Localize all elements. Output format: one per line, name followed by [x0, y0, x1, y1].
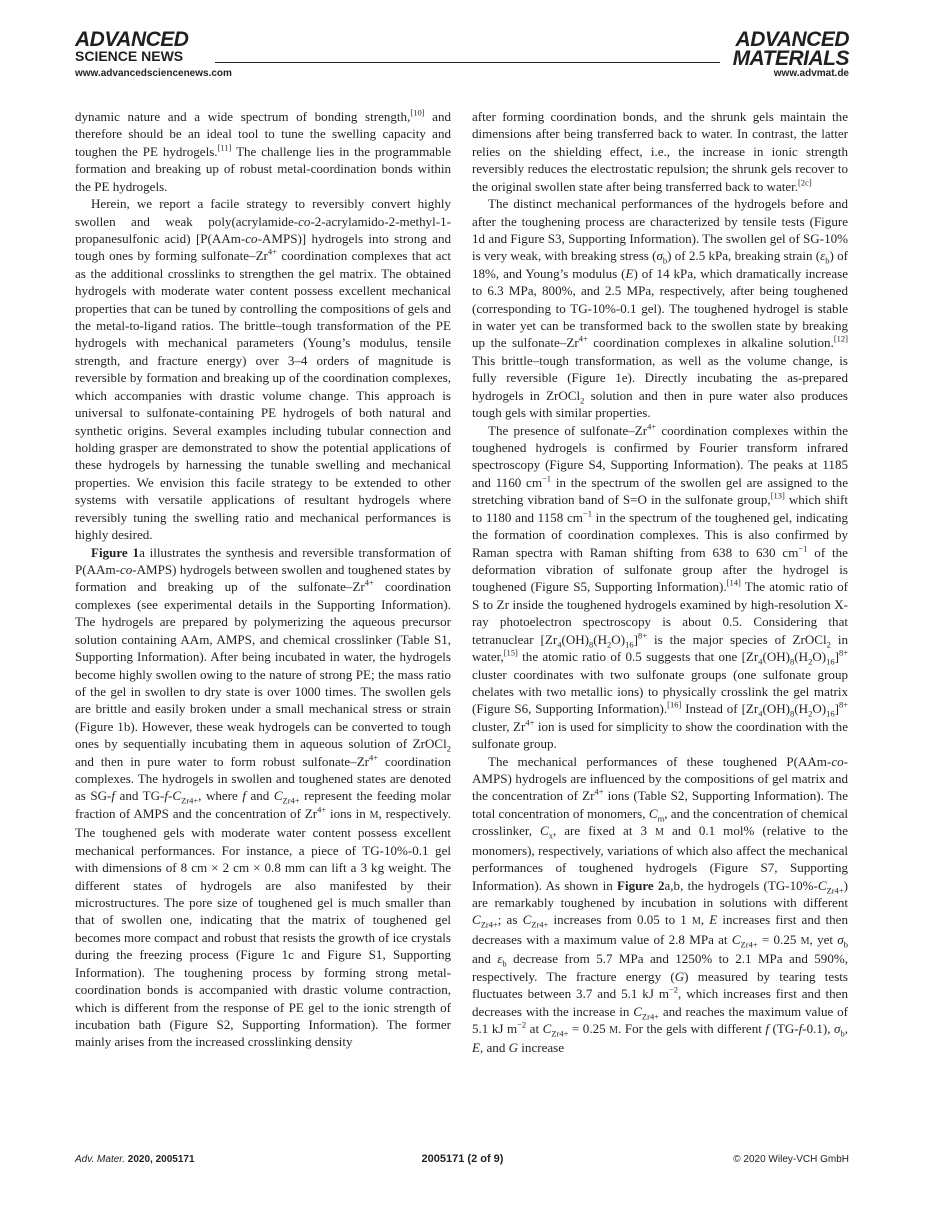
copyright: © 2020 Wiley-VCH GmbH: [733, 1154, 849, 1165]
text-column-right: [472, 108, 848, 1057]
figure-link[interactable]: Figure 1: [91, 544, 140, 560]
figure-link[interactable]: Figure 2: [616, 877, 665, 893]
page-number: 2005171 (2 of 9): [421, 1153, 504, 1165]
logo-left-line2: SCIENCE NEWS: [75, 48, 184, 64]
journal-url[interactable]: www.advmat.de: [773, 68, 849, 79]
header-rule: [215, 62, 720, 63]
citation[interactable]: [2c]: [798, 177, 812, 188]
citation[interactable]: [13]: [770, 490, 785, 501]
citation[interactable]: [10]: [410, 107, 425, 118]
logo-right-line2: MATERIALS: [732, 47, 849, 70]
paragraph: The distinct mechanical performances of the hydrogels before and after the toughening process are characterized by tensile tests (Figure 1d and Figure S3, Supporting Information). The swollen gel of SG-10% is very weak, with breaking stress $(\sigma_b)$ of 2.5 kPa, breaking strain $(\varepsilon_b)$ of 18%, and Young’s modulus (E) of 14 kPa, which dramatically increase to 6.3 MPa, 800%, and 2.5 MPa, respectively, after being toughened (corresponding to TG-10%-0.1 gel). The toughened hydrogel is stable in water yet can be transformed back to the swollen state by breaking up the sulfonate–$Zr^{4+}$ coordination complexes in alkaline solution.[12] This brittle–tough transformation, as well as the volume change, is fully reversible (Figure 1e). Directly incubating the as-prepared hydrogels in ZrOCl$_2$ solution and then in pure water also produces tough gels with similar properties.: [472, 196, 849, 421]
citation[interactable]: [14]: [726, 578, 741, 589]
paragraph: Herein, we report a facile strategy to reversibly convert highly swollen and weak poly(acrylamide-co-2-acrylamido-2-methyl-1-propanesulfonic acid) [P(AAm-co-AMPS)] hydrogels into strong and tough ones by forming sulfonate–$Zr^{4+}$ coordination complexes that act as the additional crosslinks to strengthen the gel matrix. The obtained hydrogels with moderate water content possess excellent mechanical properties that can be tuned by controlling the compositions of gels and the metal-to-ligand ratios. The brittle–tough transformation of the PE hydrogels with mechanical parameters (Young’s modulus, tensile strength, and fracture energy) over 3–4 orders of magnitude is reversible by formation and breaking up of the coordination complexes, which accompanies with drastic volume change. This approach is universal to sulfonate-containing PE hydrogels of both natural and synthetic origins. Several examples including tubular connection and holding grasper are demonstrated to show the potential applications of these hydrogels by harnessing the tunable swelling and mechanical properties. We envision this facile strategy to be extended to other systems with versatile applications of resultant hydrogels where reversibly tuning the swelling ratio and mechanical performances is highly desired.: [75, 196, 452, 543]
paragraph: The mechanical performances of these toughened P(AAm-co-AMPS) hydrogels are influenced by the compositions of gel matrix and the concentration of $Zr^{4+}$ ions (Table S2, Supporting Information). The total concentration of monomers, $C_m$, and the concentration of chemical crosslinker, $C_x$, are fixed at 3 M and 0.1 mol% (relative to the monomers), respectively, variations of which also affect the mechanical performances of toughened hydrogels (Figure S7, Supporting Information). As shown in Figure 2a,b, the hydrogels $(TG-10\%-C_{Zr4+})$ are remarkably toughened by incubation in solutions with different $C_{Zr4+}$; as $C_{Zr4+}$ increases from 0.05 to 1 M, E increases first and then decreases with a maximum value of 2.8 MPa at $C_{Zr4+} = 0.25$ M, yet $\sigma_b$ and $\varepsilon_b$ decrease from 5.7 MPa and 1250% to 2.1 MPa and 590%, respectively. The fracture energy (G) measured by tearing tests fluctuates between 3.7 and 5.1 kJ $m^{-2}$, which increases first and then decreases with the increase in $C_{Zr4+}$ and reaches the maximum value of 5.1 kJ $m^{-2}$ at $C_{Zr4+} = 0.25$ M. For the gels with different f (TG-f-0.1), $\sigma_b$, E, and G increase: [472, 753, 849, 1056]
footer-citation: Adv. Mater. 2020, 2005171: [75, 1154, 195, 1165]
paragraph: Figure 1a illustrates the synthesis and reversible transformation of P(AAm-co-AMPS) hydrogels between swollen and toughened states by formation and breaking up of the sulfonate–$Zr^{4+}$ coordination complexes (see experimental details in the Supporting Information). The hydrogels are prepared by polymerizing the aqueous precursor solution containing AAm, AMPS, and chemical crosslinker (Table S1, Supporting Information). After being incubated in water, the hydrogels become highly swollen owing to the nature of strong PE; the mass ratio of the gel in swollen to dry state is over 1000 times. The swollen gels are brittle and easily broken under a small mechanical stress or strain (Figure 1b). However, these weak hydrogels can be converted to tough ones by sequentially incubating them in aqueous solution of ZrOCl$_2$ and then in pure water to form robust sulfonate–$Zr^{4+}$ coordination complexes. The hydrogels in swollen and toughened states are denoted as SG-f and $TG-f-C_{Zr4+}$, where f and $C_{Zr4+}$ represent the feeding molar fraction of AMPS and the concentration of $Zr^{4+}$ ions in M, respectively. The toughened gels with moderate water content possess excellent mechanical performances. For instance, a piece of TG-10%-0.1 gel with dimensions of 8 cm × 2 cm × 0.8 mm can lift a 3 kg weight. The different states of hydrogels are also manifested by their microstructures. The pore size of toughened gel is much smaller than that of swollen one, indicating that the matrix of toughened gel becomes more compact and robust that resists the growth of ice crystals during the freezing process (Figure 1c and Figure S1, Supporting Information). The toughening process by forming strong metal-coordination bonds is accompanied with drastic volume contraction, which is different from the response of PE gel to the ionic strength of incubation bath (Figure S2, Supporting Information). The former mainly arises from the increased crosslinking density: [75, 544, 452, 1050]
publisher-url[interactable]: www.advancedsciencenews.com: [75, 68, 232, 79]
citation[interactable]: [16]: [667, 700, 682, 710]
logo-left-line1: ADVANCED: [75, 28, 189, 51]
text-column-left: [75, 108, 451, 1051]
paragraph: The presence of sulfonate–$Zr^{4+}$ coordination complexes within the toughened hydrogels is confirmed by Fourier transform infrared spectroscopy (Figure S4, Supporting Information). The peaks at 1185 and 1160 $cm^{-1}$ in the spectrum of the swollen gel are assigned to the stretching vibration band of S=O in the sulfonate group,[13] which shift to 1180 and 1158 $cm^{-1}$ in the spectrum of the toughened gel, indicating the formation of coordination complexes. This is also confirmed by Raman spectra with Raman shifting from 638 to 630 $cm^{-1}$ of the deformation vibration of sulfonate group after the hydrogel is toughened (Figure S5, Supporting Information).[14] The atomic ratio of S to Zr inside the toughened hydrogels examined by high-resolution X-ray photoelectron spectroscopy is about 0.5. Considering that tetranuclear $[Zr_4(OH)_8(H_2O)_{16}]^{8+}$ is the major species of ZrOCl$_2$ in water,[15] the atomic ratio of 0.5 suggests that one $[Zr_4(OH)_8(H_2O)_{16}]^{8+}$ cluster coordinates with two sulfonate groups (one sulfonate group chelates with two metallic ions) to physically crosslink the gel matrix (Figure S6, Supporting Information).[16] Instead of $[Zr_4(OH)_8(H_2O)_{16}]^{8+}$ cluster, $Zr^{4+}$ ion is used for simplicity to show the coordination with the sulfonate group.: [472, 421, 849, 752]
paragraph: after forming coordination bonds, and the shrunk gels maintain the dimensions after being transferred back to water. In contrast, the latter relies on the shielding effect, i.e., the increase in ionic strength reversibly reduces the electrostatic repulsion; the shrunk gels recover to the original swollen state after being transferred back to water.[2c]: [472, 109, 848, 194]
paragraph: dynamic nature and a wide spectrum of bonding strength,[10] and therefore should be an ideal tool to tune the swelling capacity and toughen the PE hydrogels.[11] The challenge lies in the programmable formation and breaking up of robust metal-coordination bonds within the PE hydrogels.: [75, 107, 452, 194]
logo-right-line1: ADVANCED: [735, 28, 849, 51]
citation[interactable]: [12]: [833, 334, 849, 345]
journal-logo-left: [75, 30, 188, 63]
citation[interactable]: [11]: [217, 142, 232, 153]
journal-logo-right: [733, 30, 849, 68]
citation[interactable]: [15]: [503, 647, 518, 658]
